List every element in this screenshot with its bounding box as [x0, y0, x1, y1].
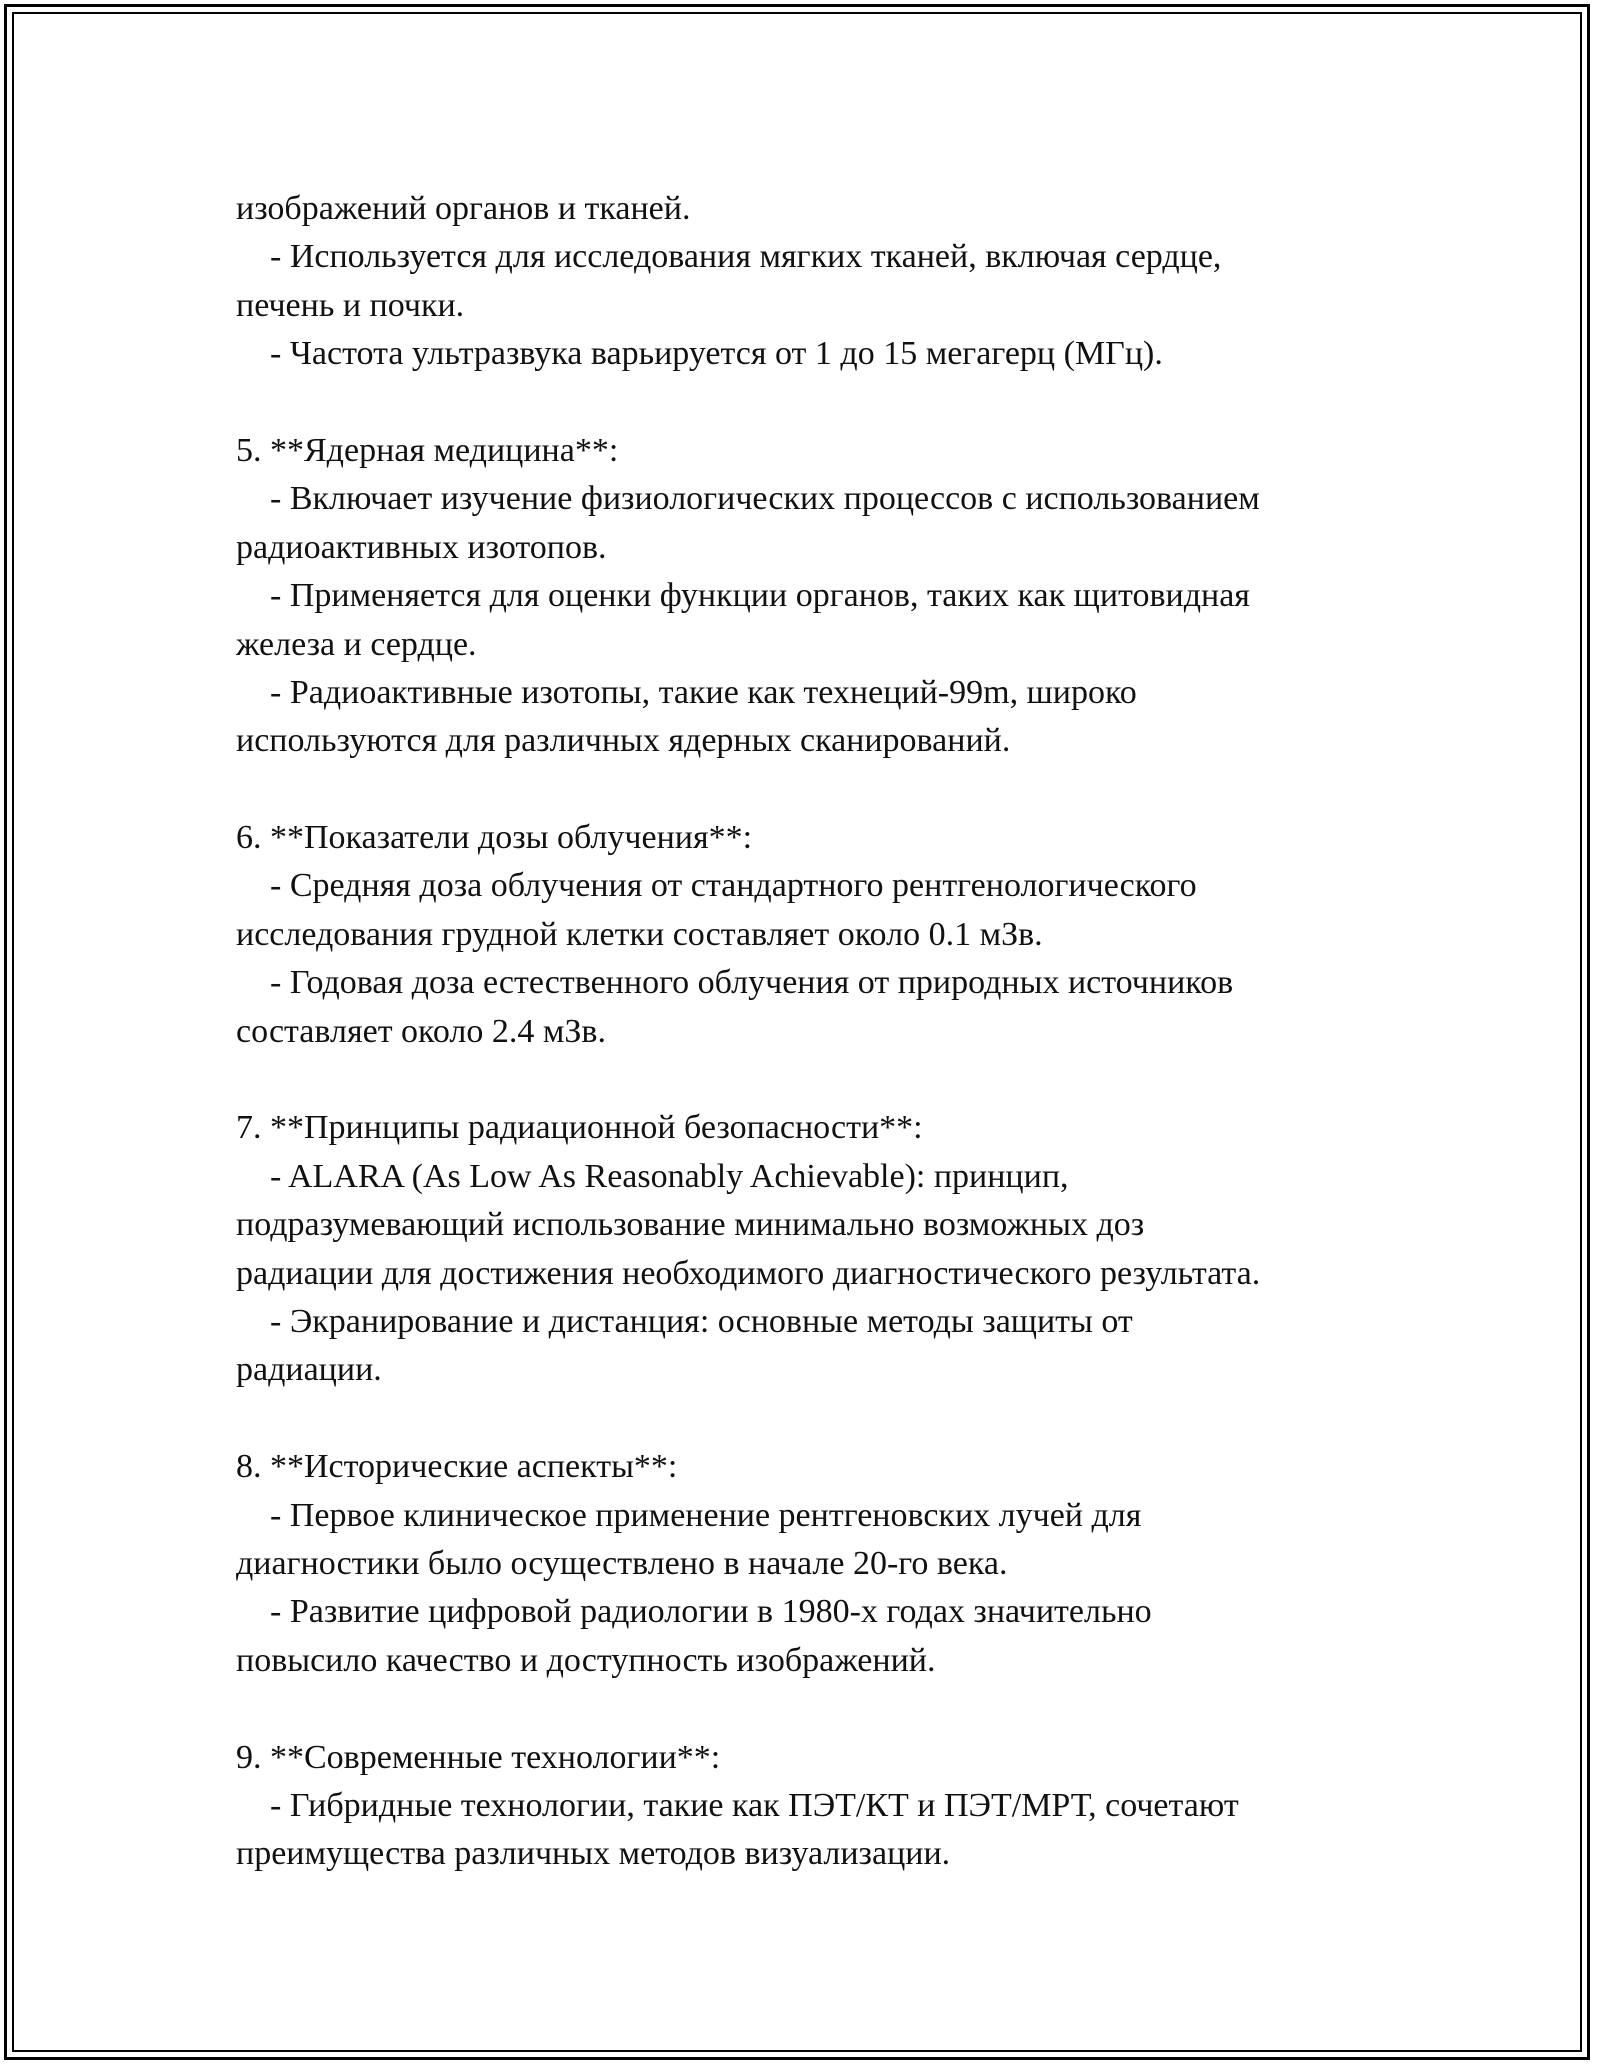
- section-8-heading: 8. **Исторические аспекты**:: [236, 1448, 678, 1486]
- paragraph-spacer: [236, 379, 1366, 427]
- section-5-heading: 5. **Ядерная медицина**:: [236, 431, 619, 469]
- section-8-bullet-1-line-1: - Первое клиническое применение рентгеновских лучей для: [236, 1496, 1142, 1534]
- section-9-heading: 9. **Современные технологии**:: [236, 1738, 721, 1776]
- section-6-bullet-2-line-1: - Годовая доза естественного облучения от природных источников: [236, 964, 1234, 1002]
- section-5-bullet-2-line-2: железа и сердце.: [236, 625, 477, 663]
- intro-bullet-2-line-1: - Частота ультразвука варьируется от 1 до 15 мегагерц (МГц).: [236, 335, 1163, 373]
- section-6-bullet-1-line-2: исследования грудной клетки составляет около 0.1 мЗв.: [236, 915, 1043, 953]
- section-7-bullet-2-line-1: - Экранирование и дистанция: основные методы защиты от: [236, 1302, 1133, 1340]
- intro-bullet-1-line-1: - Используется для исследования мягких тканей, включая сердце,: [236, 238, 1222, 276]
- section-7-bullet-2-line-2: радиации.: [236, 1351, 382, 1389]
- section-9-bullet-1-line-1: - Гибридные технологии, такие как ПЭТ/КТ и ПЭТ/МРТ, сочетают: [236, 1786, 1239, 1824]
- paragraph-spacer: [236, 1685, 1366, 1733]
- section-5-bullet-3-line-1: - Радиоактивные изотопы, такие как технеций-99m, широко: [236, 673, 1137, 711]
- paragraph-spacer: [236, 766, 1366, 814]
- section-5-bullet-1-line-1: - Включает изучение физиологических процессов с использованием: [236, 480, 1260, 518]
- section-8-bullet-2-line-2: повысило качество и доступность изображений.: [236, 1641, 936, 1679]
- document-body: [236, 185, 1366, 1879]
- section-6-heading: 6. **Показатели дозы облучения**:: [236, 819, 753, 857]
- intro-continuation: изображений органов и тканей.: [236, 190, 691, 227]
- paragraph-spacer: [236, 1056, 1366, 1104]
- section-5-bullet-1-line-2: радиоактивных изотопов.: [236, 528, 607, 566]
- section-8-bullet-2-line-1: - Развитие цифровой радиологии в 1980-х годах значительно: [236, 1593, 1152, 1631]
- section-7-bullet-1-line-2: подразумевающий использование минимально возможных доз: [236, 1206, 1145, 1244]
- intro-bullet-1-line-2: печень и почки.: [236, 286, 465, 324]
- paragraph-spacer: [236, 1395, 1366, 1443]
- section-7-bullet-1-line-3: радиации для достижения необходимого диагностического результата.: [236, 1254, 1261, 1292]
- section-7-heading: 7. **Принципы радиационной безопасности**:: [236, 1109, 923, 1147]
- section-6-bullet-1-line-1: - Средняя доза облучения от стандартного рентгенологического: [236, 867, 1197, 905]
- section-9-bullet-1-line-2: преимущества различных методов визуализации.: [236, 1835, 951, 1873]
- section-7-bullet-1-line-1: - ALARA (As Low As Reasonably Achievable): принцип,: [236, 1157, 1069, 1195]
- section-8-bullet-1-line-2: диагностики было осуществлено в начале 20-го века.: [236, 1544, 1008, 1582]
- section-6-bullet-2-line-2: составляет около 2.4 мЗв.: [236, 1012, 606, 1050]
- section-5-bullet-3-line-2: используются для различных ядерных сканирований.: [236, 722, 1011, 760]
- section-5-bullet-2-line-1: - Применяется для оценки функции органов, таких как щитовидная: [236, 577, 1250, 615]
